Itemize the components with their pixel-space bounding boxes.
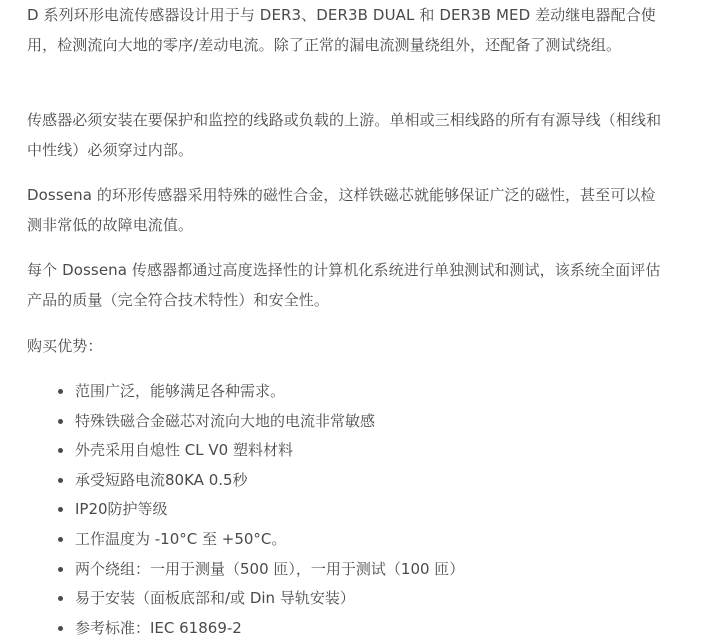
list-item (27, 584, 464, 614)
bullet-icon (58, 596, 63, 601)
list-item (27, 525, 464, 555)
list-item (27, 407, 464, 437)
bullet-icon (58, 419, 63, 424)
installation-paragraph: 传感器必须安装在要保护和监控的线路或负载的上游。单相或三相线路的所有有源导线（相线和中性线）必须穿过内部。 (27, 111, 662, 159)
list-item-text: 外壳采用自熄性 CL V0 塑料材料 (75, 441, 293, 460)
list-item-text: 两个绕组：一用于测量（500 匝），一用于测试（100 匝） (75, 559, 465, 578)
bullet-icon (58, 626, 63, 631)
list-item-text: 特殊铁磁合金磁芯对流向大地的电流非常敏感 (75, 411, 376, 430)
bullet-icon (58, 389, 63, 394)
list-item (27, 377, 464, 407)
testing-paragraph: 每个 Dossena 传感器都通过高度选择性的计算机化系统进行单独测试和测试，该系统全面评估产品的质量（完全符合技术特性）和安全性。 (27, 261, 661, 309)
list-item-text: 易于安装（面板底部和/或 Din 导轨安装） (75, 589, 355, 608)
list-item-text: 范围广泛，能够满足各种需求。 (75, 382, 286, 400)
intro-paragraph: D 系列环形电流传感器设计用于与 DER3、DER3B DUAL 和 DER3B MED 差动继电器配合使用，检测流向大地的零序/差动电流。除了正常的漏电流测量绕组外，还配备了测试绕组。 (27, 6, 656, 54)
bullet-icon (58, 478, 63, 483)
bullet-icon (58, 567, 63, 572)
magnetic-alloy-paragraph: Dossena 的环形传感器采用特殊的磁性合金，这样铁磁芯就能够保证广泛的磁性，甚至可以检测非常低的故障电流值。 (27, 186, 656, 234)
list-item (27, 436, 464, 466)
bullet-icon (58, 448, 63, 453)
list-item (27, 555, 464, 585)
bullet-icon (58, 537, 63, 542)
advantages-list (27, 377, 464, 643)
list-item (27, 466, 464, 496)
list-item-text: IP20防护等级 (75, 500, 168, 519)
bullet-icon (58, 507, 63, 512)
list-item-text: 工作温度为 -10°C 至 +50°C。 (75, 529, 287, 548)
list-item (27, 614, 464, 643)
list-item (27, 495, 464, 525)
list-item-text: 参考标准：IEC 61869-2 (75, 618, 242, 637)
advantages-heading: 购买优势： (27, 337, 103, 355)
list-item-text: 承受短路电流80KA 0.5秒 (75, 470, 248, 489)
